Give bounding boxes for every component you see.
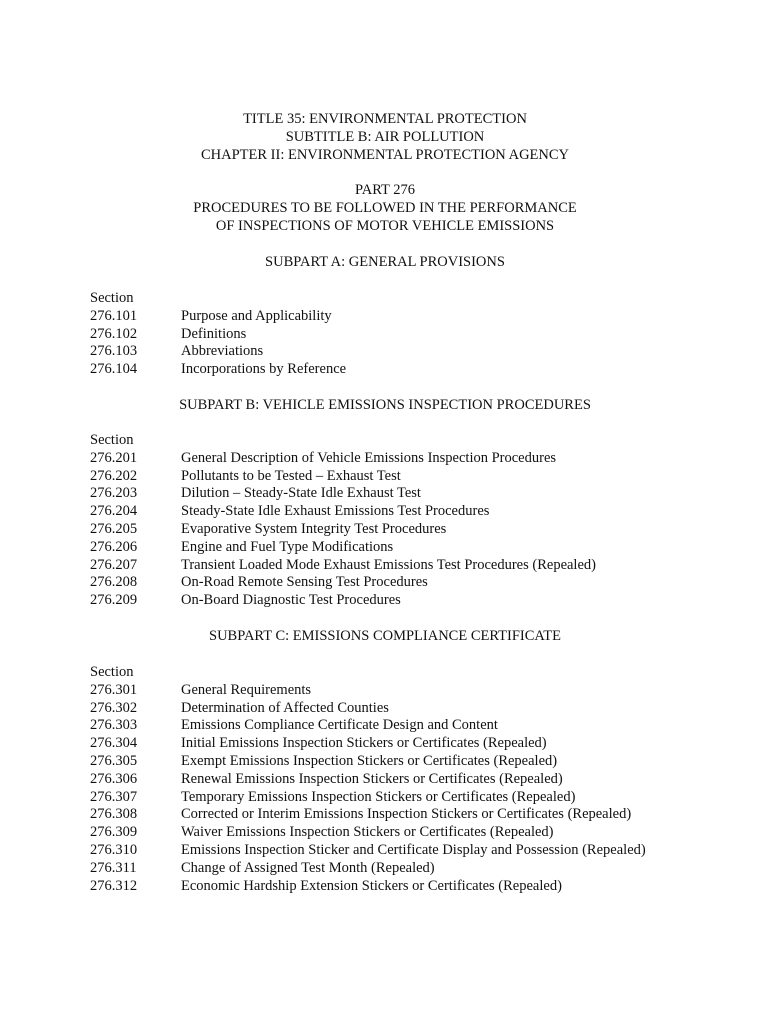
section-number: 276.310	[90, 841, 138, 858]
section-number: 276.311	[90, 859, 137, 876]
part-title-line1: PROCEDURES TO BE FOLLOWED IN THE PERFORMANCE	[193, 199, 577, 216]
section-number: 276.303	[90, 717, 138, 734]
section-title: Emissions Compliance Certificate Design and Content	[181, 717, 498, 734]
subpart-c-section-list	[90, 664, 740, 895]
section-number: 276.305	[90, 752, 138, 769]
section-title: General Description of Vehicle Emissions Inspection Procedures	[181, 449, 557, 466]
section-row	[90, 717, 740, 735]
section-title: Evaporative System Integrity Test Procedures	[181, 520, 447, 537]
section-title: Definitions	[181, 325, 247, 342]
section-row	[90, 682, 740, 700]
section-title: Initial Emissions Inspection Stickers or Certificates (Repealed)	[181, 735, 547, 752]
section-number: 276.308	[90, 806, 138, 823]
section-number: 276.202	[90, 467, 138, 484]
section-label: Section	[90, 664, 134, 680]
section-title: Corrected or Interim Emissions Inspection Stickers or Certificates (Repealed)	[181, 806, 632, 823]
section-number: 276.104	[90, 361, 138, 378]
section-title: On-Board Diagnostic Test Procedures	[181, 592, 401, 609]
part-number: PART 276	[355, 182, 415, 198]
section-row	[90, 557, 740, 575]
section-title: Exempt Emissions Inspection Stickers or Certificates (Repealed)	[181, 752, 558, 769]
section-title: Determination of Affected Counties	[181, 699, 389, 716]
section-number: 276.103	[90, 343, 138, 360]
subpart-a-heading-block	[0, 254, 770, 272]
title-block	[0, 111, 770, 164]
section-title: Waiver Emissions Inspection Stickers or Certificates (Repealed)	[181, 824, 554, 841]
section-number: 276.306	[90, 770, 138, 787]
section-row	[90, 771, 740, 789]
section-title: Incorporations by Reference	[181, 361, 347, 378]
section-number: 276.101	[90, 307, 138, 324]
section-title: Change of Assigned Test Month (Repealed)	[181, 859, 435, 876]
section-number: 276.209	[90, 592, 138, 609]
section-title: Abbreviations	[181, 343, 264, 360]
section-title: On-Road Remote Sensing Test Procedures	[181, 574, 428, 591]
section-title: Renewal Emissions Inspection Stickers or Certificates (Repealed)	[181, 770, 563, 787]
section-number: 276.302	[90, 699, 138, 716]
section-title: Emissions Inspection Sticker and Certificate Display and Possession (Repealed)	[181, 841, 646, 858]
section-title: Dilution – Steady-State Idle Exhaust Test	[181, 485, 421, 502]
section-label: Section	[90, 290, 134, 306]
section-row	[90, 842, 740, 860]
subpart-b-heading-block	[0, 397, 770, 415]
section-number: 276.203	[90, 485, 138, 502]
section-row	[90, 450, 740, 468]
section-row	[90, 878, 740, 896]
subpart-c-heading-block	[0, 628, 770, 646]
section-title: Engine and Fuel Type Modifications	[181, 538, 394, 555]
chapter-heading: CHAPTER II: ENVIRONMENTAL PROTECTION AGENCY	[200, 146, 570, 163]
section-title: Economic Hardship Extension Stickers or Certificates (Repealed)	[181, 877, 562, 894]
section-row	[90, 485, 740, 503]
section-title: Temporary Emissions Inspection Stickers or Certificates (Repealed)	[181, 788, 576, 805]
part-block	[0, 182, 770, 235]
section-number: 276.208	[90, 574, 138, 591]
section-number: 276.205	[90, 520, 138, 537]
section-row	[90, 592, 740, 610]
section-row	[90, 860, 740, 878]
section-label: Section	[90, 432, 134, 448]
section-number: 276.204	[90, 503, 138, 520]
section-row	[90, 753, 740, 771]
section-number: 276.206	[90, 538, 138, 555]
subpart-a-heading: SUBPART A: GENERAL PROVISIONS	[265, 254, 505, 270]
part-title-line2: OF INSPECTIONS OF MOTOR VEHICLE EMISSIONS	[215, 217, 555, 234]
section-row	[90, 539, 740, 557]
section-number: 276.304	[90, 735, 138, 752]
section-row	[90, 789, 740, 807]
section-number: 276.207	[90, 556, 138, 573]
section-number: 276.312	[90, 877, 138, 894]
section-row	[90, 503, 740, 521]
section-row	[90, 468, 740, 486]
section-number: 276.201	[90, 449, 138, 466]
subtitle-heading: SUBTITLE B: AIR POLLUTION	[285, 128, 485, 145]
section-row	[90, 343, 740, 361]
section-number: 276.309	[90, 824, 138, 841]
subpart-c-heading: SUBPART C: EMISSIONS COMPLIANCE CERTIFICATE	[209, 628, 561, 644]
section-number: 276.301	[90, 681, 138, 698]
subpart-a-section-list	[90, 290, 740, 379]
section-title: Transient Loaded Mode Exhaust Emissions Test Procedures (Repealed)	[181, 556, 596, 573]
section-title: General Requirements	[181, 681, 312, 698]
section-row	[90, 806, 740, 824]
section-title: Steady-State Idle Exhaust Emissions Test Procedures	[181, 503, 490, 520]
section-row	[90, 308, 740, 326]
subpart-b-section-list	[90, 432, 740, 610]
section-title: Purpose and Applicability	[181, 307, 332, 324]
subpart-b-heading: SUBPART B: VEHICLE EMISSIONS INSPECTION PROCEDURES	[179, 397, 591, 413]
section-number: 276.102	[90, 325, 138, 342]
section-row	[90, 326, 740, 344]
section-row	[90, 824, 740, 842]
section-number: 276.307	[90, 788, 138, 805]
section-row	[90, 735, 740, 753]
section-row	[90, 361, 740, 379]
section-row	[90, 521, 740, 539]
title-heading: TITLE 35: ENVIRONMENTAL PROTECTION	[243, 111, 527, 127]
section-row	[90, 574, 740, 592]
section-row	[90, 700, 740, 718]
section-title: Pollutants to be Tested – Exhaust Test	[181, 467, 401, 484]
